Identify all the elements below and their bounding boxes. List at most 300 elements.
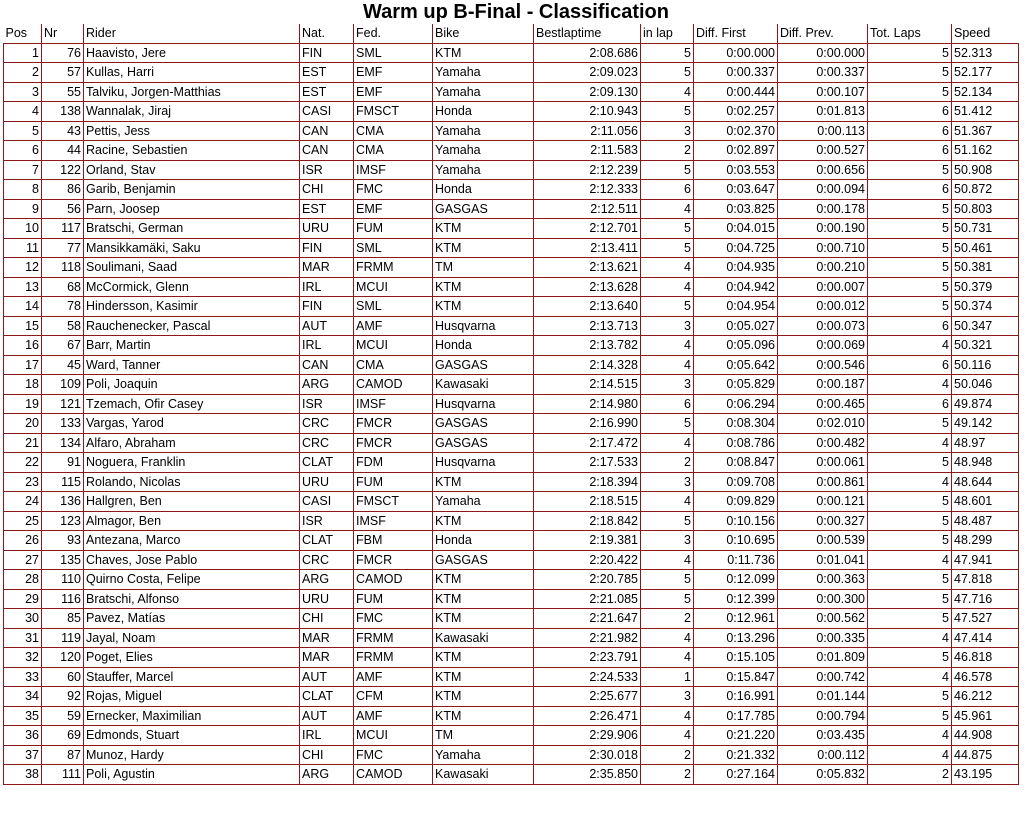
cell-diff-prev: 0:00.363 [778, 570, 868, 590]
cell-bestlaptime: 2:21.982 [534, 628, 641, 648]
cell-diff-first: 0:03.647 [694, 180, 778, 200]
cell-fed: AMF [354, 667, 433, 687]
cell-diff-prev: 0:00.562 [778, 609, 868, 629]
cell-nat: CASI [300, 492, 354, 512]
cell-nr: 121 [42, 394, 84, 414]
cell-fed: FMSCT [354, 102, 433, 122]
cell-bestlaptime: 2:26.471 [534, 706, 641, 726]
cell-bestlaptime: 2:14.328 [534, 355, 641, 375]
cell-nat: CHI [300, 745, 354, 765]
cell-speed: 43.195 [952, 765, 1019, 785]
table-row [4, 43, 1019, 63]
cell-bike: Yamaha [433, 141, 534, 161]
cell-pos: 15 [4, 316, 42, 336]
cell-speed: 46.212 [952, 687, 1019, 707]
cell-fed: CAMOD [354, 375, 433, 395]
cell-in-lap: 5 [641, 63, 694, 83]
column-header-nat: Nat. [300, 24, 354, 43]
cell-diff-first: 0:17.785 [694, 706, 778, 726]
cell-diff-first: 0:13.296 [694, 628, 778, 648]
cell-diff-first: 0:05.829 [694, 375, 778, 395]
cell-bestlaptime: 2:13.628 [534, 277, 641, 297]
cell-nat: ISR [300, 394, 354, 414]
cell-bestlaptime: 2:18.394 [534, 472, 641, 492]
cell-rider: Edmonds, Stuart [84, 726, 300, 746]
cell-nat: URU [300, 472, 354, 492]
cell-nr: 87 [42, 745, 84, 765]
cell-rider: Rojas, Miguel [84, 687, 300, 707]
cell-pos: 25 [4, 511, 42, 531]
cell-in-lap: 5 [641, 43, 694, 63]
cell-diff-prev: 0:02.010 [778, 414, 868, 434]
cell-bike: Honda [433, 531, 534, 551]
cell-diff-first: 0:11.736 [694, 550, 778, 570]
cell-pos: 19 [4, 394, 42, 414]
cell-nat: FIN [300, 297, 354, 317]
cell-fed: CAMOD [354, 570, 433, 590]
cell-speed: 44.875 [952, 745, 1019, 765]
cell-nr: 55 [42, 82, 84, 102]
cell-speed: 48.948 [952, 453, 1019, 473]
cell-nr: 86 [42, 180, 84, 200]
cell-nr: 111 [42, 765, 84, 785]
cell-tot-laps: 5 [868, 277, 952, 297]
table-row [4, 355, 1019, 375]
cell-fed: EMF [354, 199, 433, 219]
cell-bike: KTM [433, 238, 534, 258]
cell-bestlaptime: 2:23.791 [534, 648, 641, 668]
cell-speed: 51.367 [952, 121, 1019, 141]
cell-bestlaptime: 2:12.511 [534, 199, 641, 219]
cell-speed: 48.644 [952, 472, 1019, 492]
cell-bestlaptime: 2:35.850 [534, 765, 641, 785]
cell-nr: 67 [42, 336, 84, 356]
cell-nr: 117 [42, 219, 84, 239]
cell-nat: EST [300, 199, 354, 219]
cell-diff-prev: 0:00.061 [778, 453, 868, 473]
table-row [4, 414, 1019, 434]
cell-bestlaptime: 2:21.085 [534, 589, 641, 609]
cell-nr: 110 [42, 570, 84, 590]
cell-diff-prev: 0:00.178 [778, 199, 868, 219]
cell-rider: Soulimani, Saad [84, 258, 300, 278]
cell-speed: 50.908 [952, 160, 1019, 180]
cell-rider: Hindersson, Kasimir [84, 297, 300, 317]
cell-rider: Wannalak, Jiraj [84, 102, 300, 122]
cell-speed: 50.374 [952, 297, 1019, 317]
cell-fed: FUM [354, 219, 433, 239]
cell-diff-prev: 0:00.794 [778, 706, 868, 726]
table-row [4, 336, 1019, 356]
cell-tot-laps: 5 [868, 648, 952, 668]
table-row [4, 258, 1019, 278]
cell-speed: 50.381 [952, 258, 1019, 278]
cell-nr: 85 [42, 609, 84, 629]
cell-diff-first: 0:10.695 [694, 531, 778, 551]
cell-bestlaptime: 2:13.621 [534, 258, 641, 278]
cell-nr: 45 [42, 355, 84, 375]
table-row [4, 375, 1019, 395]
cell-fed: FMC [354, 745, 433, 765]
cell-diff-prev: 0:00.121 [778, 492, 868, 512]
cell-bestlaptime: 2:29.906 [534, 726, 641, 746]
cell-bike: TM [433, 258, 534, 278]
cell-in-lap: 5 [641, 297, 694, 317]
cell-tot-laps: 5 [868, 63, 952, 83]
cell-speed: 48.601 [952, 492, 1019, 512]
cell-rider: Pettis, Jess [84, 121, 300, 141]
cell-nat: CRC [300, 433, 354, 453]
cell-speed: 48.487 [952, 511, 1019, 531]
cell-in-lap: 4 [641, 648, 694, 668]
cell-pos: 22 [4, 453, 42, 473]
cell-bike: KTM [433, 648, 534, 668]
cell-rider: Noguera, Franklin [84, 453, 300, 473]
cell-bike: TM [433, 726, 534, 746]
cell-nat: AUT [300, 706, 354, 726]
cell-pos: 32 [4, 648, 42, 668]
cell-in-lap: 3 [641, 121, 694, 141]
cell-speed: 50.379 [952, 277, 1019, 297]
cell-nr: 133 [42, 414, 84, 434]
cell-bike: Kawasaki [433, 375, 534, 395]
column-header-in-lap: in lap [641, 24, 694, 43]
cell-pos: 20 [4, 414, 42, 434]
cell-diff-prev: 0:00.190 [778, 219, 868, 239]
cell-rider: Alfaro, Abraham [84, 433, 300, 453]
cell-speed: 51.162 [952, 141, 1019, 161]
cell-nat: AUT [300, 316, 354, 336]
cell-fed: FMC [354, 609, 433, 629]
cell-diff-first: 0:00.444 [694, 82, 778, 102]
cell-bike: KTM [433, 511, 534, 531]
cell-fed: CMA [354, 121, 433, 141]
cell-nr: 58 [42, 316, 84, 336]
cell-fed: CAMOD [354, 765, 433, 785]
cell-diff-first: 0:00.337 [694, 63, 778, 83]
cell-rider: Rolando, Nicolas [84, 472, 300, 492]
cell-speed: 45.961 [952, 706, 1019, 726]
cell-diff-prev: 0:00.539 [778, 531, 868, 551]
cell-tot-laps: 6 [868, 394, 952, 414]
cell-rider: Rauchenecker, Pascal [84, 316, 300, 336]
cell-nr: 43 [42, 121, 84, 141]
cell-bestlaptime: 2:17.533 [534, 453, 641, 473]
cell-tot-laps: 4 [868, 628, 952, 648]
cell-rider: Vargas, Yarod [84, 414, 300, 434]
table-row [4, 667, 1019, 687]
cell-bestlaptime: 2:13.782 [534, 336, 641, 356]
cell-nr: 109 [42, 375, 84, 395]
cell-pos: 38 [4, 765, 42, 785]
cell-bike: KTM [433, 297, 534, 317]
cell-fed: EMF [354, 63, 433, 83]
cell-bike: GASGAS [433, 550, 534, 570]
cell-diff-prev: 0:00.742 [778, 667, 868, 687]
cell-bike: Kawasaki [433, 628, 534, 648]
cell-in-lap: 5 [641, 414, 694, 434]
cell-nr: 91 [42, 453, 84, 473]
cell-bike: KTM [433, 667, 534, 687]
cell-nat: ISR [300, 511, 354, 531]
cell-diff-first: 0:12.099 [694, 570, 778, 590]
table-row [4, 63, 1019, 83]
cell-nat: ARG [300, 765, 354, 785]
table-row [4, 277, 1019, 297]
cell-rider: Poget, Elies [84, 648, 300, 668]
cell-diff-prev: 0:00.656 [778, 160, 868, 180]
table-row [4, 238, 1019, 258]
cell-diff-prev: 0:00.861 [778, 472, 868, 492]
cell-bestlaptime: 2:10.943 [534, 102, 641, 122]
cell-nr: 92 [42, 687, 84, 707]
cell-in-lap: 6 [641, 394, 694, 414]
cell-nat: EST [300, 82, 354, 102]
cell-diff-prev: 0:00.012 [778, 297, 868, 317]
cell-rider: Jayal, Noam [84, 628, 300, 648]
cell-bike: Husqvarna [433, 394, 534, 414]
cell-nr: 68 [42, 277, 84, 297]
cell-diff-first: 0:16.991 [694, 687, 778, 707]
classification-table [3, 24, 1019, 785]
cell-in-lap: 4 [641, 82, 694, 102]
cell-diff-first: 0:04.954 [694, 297, 778, 317]
cell-nr: 136 [42, 492, 84, 512]
cell-rider: Racine, Sebastien [84, 141, 300, 161]
cell-diff-prev: 0:00.073 [778, 316, 868, 336]
cell-fed: FMC [354, 180, 433, 200]
cell-in-lap: 5 [641, 102, 694, 122]
cell-in-lap: 2 [641, 453, 694, 473]
cell-pos: 34 [4, 687, 42, 707]
cell-in-lap: 3 [641, 375, 694, 395]
cell-bike: KTM [433, 43, 534, 63]
table-row [4, 219, 1019, 239]
cell-rider: Tzemach, Ofir Casey [84, 394, 300, 414]
cell-nr: 122 [42, 160, 84, 180]
cell-tot-laps: 6 [868, 180, 952, 200]
cell-fed: SML [354, 297, 433, 317]
cell-bestlaptime: 2:25.677 [534, 687, 641, 707]
cell-tot-laps: 5 [868, 82, 952, 102]
cell-nr: 123 [42, 511, 84, 531]
cell-nat: CLAT [300, 453, 354, 473]
cell-speed: 48.97 [952, 433, 1019, 453]
cell-fed: CFM [354, 687, 433, 707]
table-row [4, 82, 1019, 102]
cell-fed: FMSCT [354, 492, 433, 512]
column-header-diff-first: Diff. First [694, 24, 778, 43]
cell-diff-first: 0:02.897 [694, 141, 778, 161]
cell-nat: CAN [300, 121, 354, 141]
cell-bike: Honda [433, 336, 534, 356]
cell-bike: Yamaha [433, 63, 534, 83]
cell-diff-first: 0:21.220 [694, 726, 778, 746]
cell-rider: Almagor, Ben [84, 511, 300, 531]
cell-bike: Honda [433, 180, 534, 200]
cell-nr: 77 [42, 238, 84, 258]
cell-pos: 12 [4, 258, 42, 278]
cell-diff-first: 0:04.015 [694, 219, 778, 239]
cell-fed: EMF [354, 82, 433, 102]
cell-nr: 135 [42, 550, 84, 570]
cell-rider: Pavez, Matías [84, 609, 300, 629]
cell-fed: FMCR [354, 414, 433, 434]
cell-pos: 16 [4, 336, 42, 356]
cell-speed: 50.321 [952, 336, 1019, 356]
cell-nat: CAN [300, 141, 354, 161]
cell-tot-laps: 5 [868, 492, 952, 512]
column-header-tot-laps: Tot. Laps [868, 24, 952, 43]
cell-diff-prev: 0:00.112 [778, 745, 868, 765]
cell-nat: CASI [300, 102, 354, 122]
cell-bestlaptime: 2:19.381 [534, 531, 641, 551]
cell-diff-prev: 0:00.094 [778, 180, 868, 200]
cell-tot-laps: 4 [868, 550, 952, 570]
cell-fed: CMA [354, 355, 433, 375]
cell-diff-prev: 0:00.069 [778, 336, 868, 356]
classification-body [4, 43, 1019, 784]
cell-fed: AMF [354, 316, 433, 336]
cell-bestlaptime: 2:13.713 [534, 316, 641, 336]
table-row [4, 492, 1019, 512]
cell-nr: 119 [42, 628, 84, 648]
cell-tot-laps: 5 [868, 414, 952, 434]
cell-pos: 35 [4, 706, 42, 726]
cell-pos: 9 [4, 199, 42, 219]
cell-bestlaptime: 2:14.515 [534, 375, 641, 395]
cell-nat: URU [300, 589, 354, 609]
cell-speed: 47.716 [952, 589, 1019, 609]
cell-bestlaptime: 2:09.023 [534, 63, 641, 83]
cell-nat: AUT [300, 667, 354, 687]
cell-speed: 48.299 [952, 531, 1019, 551]
cell-diff-prev: 0:00.000 [778, 43, 868, 63]
cell-bestlaptime: 2:13.411 [534, 238, 641, 258]
cell-diff-prev: 0:00.546 [778, 355, 868, 375]
cell-speed: 51.412 [952, 102, 1019, 122]
column-header-pos: Pos [4, 24, 42, 43]
cell-bike: KTM [433, 589, 534, 609]
cell-nr: 120 [42, 648, 84, 668]
cell-tot-laps: 4 [868, 336, 952, 356]
cell-bestlaptime: 2:12.333 [534, 180, 641, 200]
cell-nat: CLAT [300, 687, 354, 707]
cell-rider: Ernecker, Maximilian [84, 706, 300, 726]
cell-diff-prev: 0:01.041 [778, 550, 868, 570]
cell-diff-first: 0:21.332 [694, 745, 778, 765]
cell-nr: 76 [42, 43, 84, 63]
cell-tot-laps: 6 [868, 102, 952, 122]
cell-tot-laps: 6 [868, 141, 952, 161]
cell-in-lap: 3 [641, 472, 694, 492]
cell-bike: GASGAS [433, 414, 534, 434]
cell-speed: 46.818 [952, 648, 1019, 668]
cell-nat: ISR [300, 160, 354, 180]
cell-pos: 4 [4, 102, 42, 122]
cell-bike: KTM [433, 687, 534, 707]
cell-speed: 52.313 [952, 43, 1019, 63]
header-row [4, 24, 1019, 43]
cell-rider: Hallgren, Ben [84, 492, 300, 512]
cell-fed: FUM [354, 472, 433, 492]
cell-rider: Bratschi, German [84, 219, 300, 239]
cell-diff-first: 0:09.829 [694, 492, 778, 512]
cell-bestlaptime: 2:08.686 [534, 43, 641, 63]
cell-bestlaptime: 2:30.018 [534, 745, 641, 765]
cell-speed: 50.461 [952, 238, 1019, 258]
cell-diff-first: 0:27.164 [694, 765, 778, 785]
cell-diff-prev: 0:01.144 [778, 687, 868, 707]
cell-bestlaptime: 2:12.701 [534, 219, 641, 239]
cell-in-lap: 3 [641, 687, 694, 707]
cell-nr: 59 [42, 706, 84, 726]
cell-fed: FRMM [354, 648, 433, 668]
cell-diff-first: 0:02.257 [694, 102, 778, 122]
column-header-nr: Nr [42, 24, 84, 43]
cell-pos: 30 [4, 609, 42, 629]
table-row [4, 472, 1019, 492]
cell-in-lap: 3 [641, 531, 694, 551]
cell-fed: AMF [354, 706, 433, 726]
column-header-bestlaptime: Bestlaptime [534, 24, 641, 43]
cell-speed: 50.347 [952, 316, 1019, 336]
cell-nr: 115 [42, 472, 84, 492]
table-row [4, 609, 1019, 629]
cell-pos: 29 [4, 589, 42, 609]
cell-pos: 2 [4, 63, 42, 83]
cell-bike: KTM [433, 277, 534, 297]
cell-nr: 60 [42, 667, 84, 687]
cell-speed: 47.414 [952, 628, 1019, 648]
cell-pos: 3 [4, 82, 42, 102]
cell-rider: Poli, Agustin [84, 765, 300, 785]
cell-tot-laps: 5 [868, 687, 952, 707]
table-row [4, 121, 1019, 141]
cell-bestlaptime: 2:11.583 [534, 141, 641, 161]
cell-pos: 23 [4, 472, 42, 492]
cell-tot-laps: 5 [868, 570, 952, 590]
cell-pos: 14 [4, 297, 42, 317]
column-header-diff-prev: Diff. Prev. [778, 24, 868, 43]
cell-diff-prev: 0:00.465 [778, 394, 868, 414]
cell-rider: Mansikkamäki, Saku [84, 238, 300, 258]
cell-nat: FIN [300, 43, 354, 63]
table-row [4, 765, 1019, 785]
cell-diff-prev: 0:00.300 [778, 589, 868, 609]
cell-in-lap: 4 [641, 258, 694, 278]
table-row [4, 394, 1019, 414]
cell-bestlaptime: 2:20.422 [534, 550, 641, 570]
cell-rider: Antezana, Marco [84, 531, 300, 551]
cell-speed: 49.874 [952, 394, 1019, 414]
cell-fed: MCUI [354, 277, 433, 297]
cell-bike: Husqvarna [433, 316, 534, 336]
cell-bestlaptime: 2:16.990 [534, 414, 641, 434]
cell-bike: Yamaha [433, 745, 534, 765]
cell-in-lap: 1 [641, 667, 694, 687]
cell-nat: URU [300, 219, 354, 239]
cell-tot-laps: 4 [868, 667, 952, 687]
cell-diff-prev: 0:00.335 [778, 628, 868, 648]
cell-bestlaptime: 2:13.640 [534, 297, 641, 317]
cell-in-lap: 4 [641, 628, 694, 648]
cell-pos: 11 [4, 238, 42, 258]
cell-nr: 57 [42, 63, 84, 83]
cell-tot-laps: 4 [868, 745, 952, 765]
cell-bike: KTM [433, 609, 534, 629]
cell-nr: 44 [42, 141, 84, 161]
